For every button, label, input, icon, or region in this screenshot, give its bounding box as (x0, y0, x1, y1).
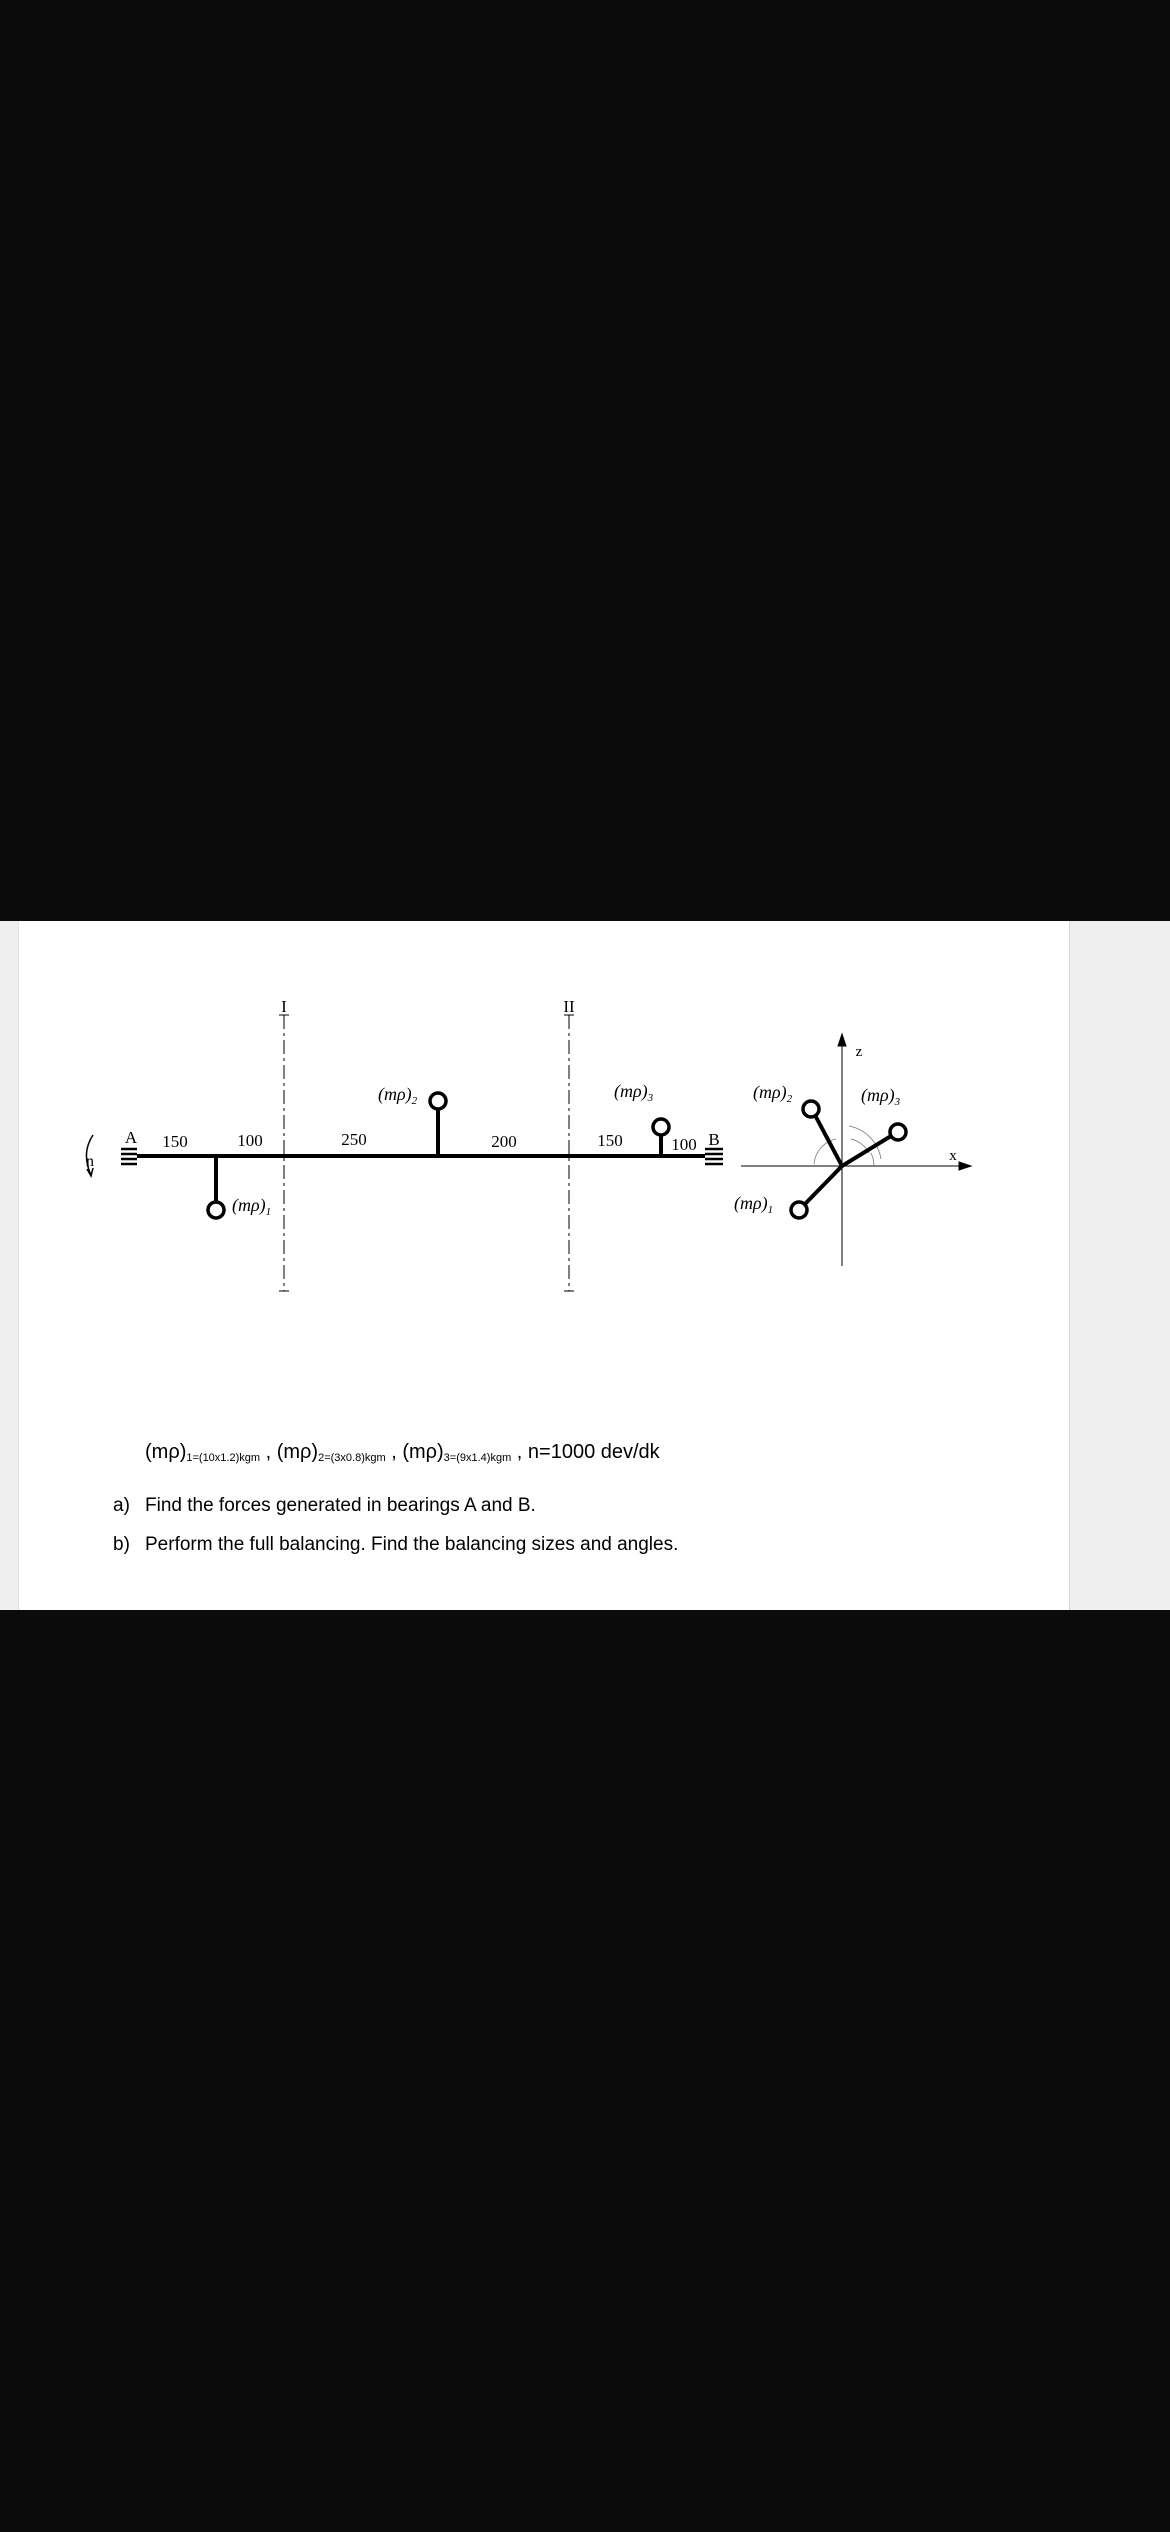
bearing-a-label: A (124, 1128, 138, 1147)
param-separator: , (385, 1441, 403, 1463)
document-page (18, 921, 1070, 1610)
mass-3-rotated (842, 1124, 906, 1166)
section-line-1 (279, 1015, 289, 1291)
param-3-base: (mρ) (402, 1441, 444, 1463)
question-a (113, 1495, 536, 1517)
question-b (113, 1534, 678, 1556)
bearing-a (121, 1149, 137, 1164)
mass-2 (430, 1093, 446, 1156)
dimension-label: 100 (237, 1131, 263, 1150)
mass-1 (208, 1156, 224, 1218)
mass-2-rotated (803, 1101, 842, 1166)
bearing-b-label: B (708, 1130, 720, 1149)
section-1-label: I (281, 997, 287, 1016)
mass-1-rotated-label: $(m\rho)_1$ (734, 1193, 774, 1216)
bearing-b (705, 1149, 723, 1164)
dimension-label: 200 (491, 1132, 517, 1151)
given-parameters (145, 1441, 660, 1464)
axis-x (741, 1162, 971, 1170)
param-2-sub: 2=(3x0.8)kgm (318, 1452, 386, 1464)
mass-1-rotated (791, 1166, 842, 1218)
shaft-diagram (19, 921, 1069, 1341)
question-marker: a) (113, 1495, 130, 1516)
mass-1-label: $(m\rho)_1$ (232, 1195, 272, 1218)
param-separator: , (511, 1441, 528, 1463)
param-3-sub: 3=(9x1.4)kgm (443, 1452, 512, 1464)
mass-3-label: $(m\rho)_3$ (614, 1081, 654, 1104)
question-text: Find the forces generated in bearings A and B. (145, 1495, 536, 1516)
mass-2-rotated-label: $(m\rho)_2$ (753, 1082, 793, 1105)
section-line-2 (564, 1015, 574, 1291)
document-viewer (0, 921, 1170, 1610)
param-separator: , (260, 1441, 277, 1463)
mass-3-rotated-label: $(m\rho)_3$ (861, 1085, 901, 1108)
axis-x-label: x (949, 1148, 957, 1164)
section-2-label: II (563, 997, 575, 1016)
speed-value: n=1000 dev/dk (527, 1441, 660, 1463)
dimension-label: 100 (671, 1135, 697, 1154)
param-1-base: (mρ) (145, 1441, 187, 1463)
question-marker: b) (113, 1534, 130, 1555)
dimension-label: 150 (162, 1132, 188, 1151)
param-2-base: (mρ) (276, 1441, 319, 1463)
rotation-label: n (86, 1153, 94, 1170)
dimension-label: 250 (341, 1130, 367, 1149)
dimension-label: 150 (597, 1131, 623, 1150)
mass-3 (653, 1119, 669, 1156)
mass-2-label: $(m\rho)_2$ (378, 1084, 418, 1107)
question-text: Perform the full balancing. Find the balancing sizes and angles. (145, 1534, 679, 1555)
axis-z-label: z (855, 1044, 863, 1060)
param-1-sub: 1=(10x1.2)kgm (186, 1452, 261, 1464)
axis-z (838, 1034, 846, 1266)
